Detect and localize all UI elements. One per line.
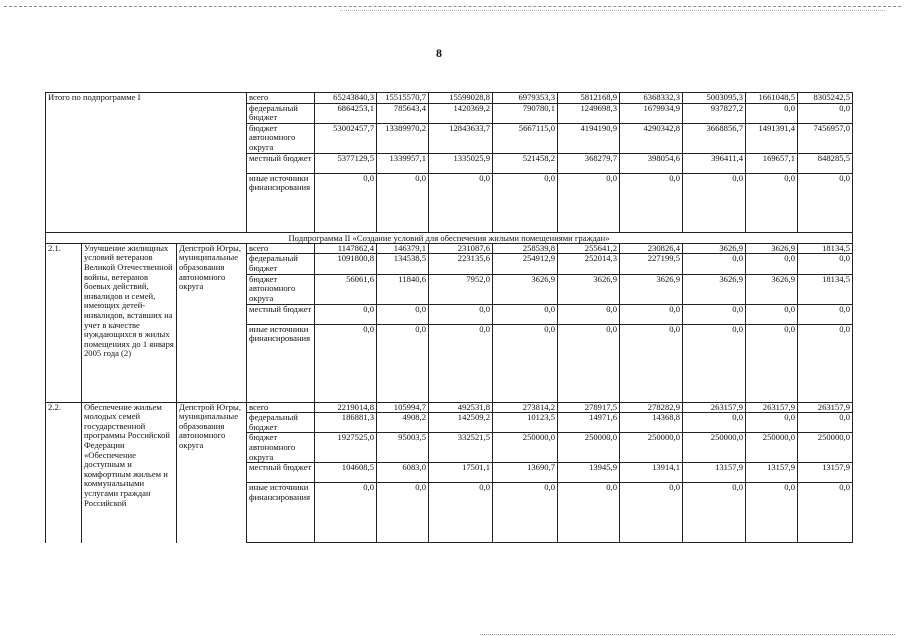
value-cell: 0,0 <box>746 304 798 324</box>
value-cell: 13157,9 <box>683 463 746 483</box>
value-cell: 56061,6 <box>315 274 377 304</box>
value-cell: 7952,0 <box>429 274 493 304</box>
value-cell: 4194190,9 <box>558 123 620 153</box>
value-cell: 95003,5 <box>377 433 429 463</box>
value-cell: 0,0 <box>558 304 620 324</box>
summary-label: Итого по подпрограмме I <box>46 93 247 233</box>
value-cell: 263157,9 <box>746 402 798 413</box>
source-cell: иные источники финансирования <box>247 173 315 232</box>
value-cell: 492531,8 <box>429 402 493 413</box>
value-cell: 252014,3 <box>558 254 620 274</box>
value-cell: 273814,2 <box>493 402 558 413</box>
value-cell: 13945,9 <box>558 463 620 483</box>
value-cell: 521458,2 <box>493 153 558 173</box>
source-cell: федеральный бюджет <box>247 103 315 123</box>
value-cell: 1335025,9 <box>429 153 493 173</box>
source-cell: местный бюджет <box>247 304 315 324</box>
value-cell: 396411,4 <box>683 153 746 173</box>
value-cell: 250000,0 <box>493 433 558 463</box>
value-cell: 227199,5 <box>620 254 683 274</box>
value-cell: 13157,9 <box>746 463 798 483</box>
value-cell: 12843633,7 <box>429 123 493 153</box>
value-cell: 3626,9 <box>620 274 683 304</box>
value-cell: 13914,1 <box>620 463 683 483</box>
value-cell: 255641,2 <box>558 243 620 254</box>
financing-table <box>45 92 853 543</box>
source-cell: иные источники финансирования <box>247 324 315 402</box>
value-cell: 278917,5 <box>558 402 620 413</box>
value-cell: 0,0 <box>746 254 798 274</box>
source-cell: всего <box>247 243 315 254</box>
value-cell: 2219014,8 <box>315 402 377 413</box>
value-cell: 6979353,3 <box>493 93 558 104</box>
value-cell: 0,0 <box>746 173 798 232</box>
value-cell: 1339957,1 <box>377 153 429 173</box>
value-cell: 0,0 <box>683 304 746 324</box>
value-cell: 0,0 <box>558 483 620 543</box>
source-cell: федеральный бюджет <box>247 254 315 274</box>
value-cell: 0,0 <box>493 304 558 324</box>
value-cell: 13157,9 <box>798 463 853 483</box>
table-row <box>46 243 853 254</box>
value-cell: 0,0 <box>798 103 853 123</box>
value-cell: 0,0 <box>429 304 493 324</box>
value-cell: 0,0 <box>620 324 683 402</box>
value-cell: 263157,9 <box>798 402 853 413</box>
value-cell: 254912,9 <box>493 254 558 274</box>
value-cell: 3668856,7 <box>683 123 746 153</box>
value-cell: 186881,3 <box>315 413 377 433</box>
value-cell: 3626,9 <box>683 274 746 304</box>
value-cell: 368279,7 <box>558 153 620 173</box>
value-cell: 0,0 <box>315 304 377 324</box>
value-cell: 0,0 <box>377 483 429 543</box>
value-cell: 231087,6 <box>429 243 493 254</box>
value-cell: 146379,1 <box>377 243 429 254</box>
value-cell: 263157,9 <box>683 402 746 413</box>
item-executor: Депстрой Югры, муниципальные образования автономного округа <box>177 243 247 402</box>
value-cell: 0,0 <box>493 324 558 402</box>
value-cell: 0,0 <box>683 173 746 232</box>
value-cell: 6368332,3 <box>620 93 683 104</box>
value-cell: 1249698,3 <box>558 103 620 123</box>
value-cell: 7456957,0 <box>798 123 853 153</box>
value-cell: 15515570,7 <box>377 93 429 104</box>
value-cell: 278282,9 <box>620 402 683 413</box>
value-cell: 134538,5 <box>377 254 429 274</box>
source-cell: бюджет автономного округа <box>247 274 315 304</box>
value-cell: 3626,9 <box>746 243 798 254</box>
value-cell: 14971,6 <box>558 413 620 433</box>
item-name: Улучшение жилищных условий ветеранов Великой Отечественной войны, ветеранов боевых действий, инвалидов и семей, имеющих детей-инвалидов, вставших на учет в качестве нуждающихся в жилых помещениях до 1 января 2005 года (2) <box>82 243 177 402</box>
value-cell: 250000,0 <box>558 433 620 463</box>
value-cell: 4908,2 <box>377 413 429 433</box>
value-cell: 0,0 <box>746 324 798 402</box>
value-cell: 0,0 <box>558 324 620 402</box>
value-cell: 10123,5 <box>493 413 558 433</box>
value-cell: 5377129,5 <box>315 153 377 173</box>
source-cell: всего <box>247 402 315 413</box>
source-cell: местный бюджет <box>247 463 315 483</box>
item-number: 2.2. <box>46 402 82 543</box>
value-cell: 0,0 <box>683 413 746 433</box>
scan-edge-bottom <box>480 634 895 635</box>
value-cell: 0,0 <box>429 483 493 543</box>
value-cell: 8305242,5 <box>798 93 853 104</box>
value-cell: 0,0 <box>558 173 620 232</box>
value-cell: 785643,4 <box>377 103 429 123</box>
table-row <box>46 402 853 413</box>
value-cell: 3626,9 <box>746 274 798 304</box>
value-cell: 250000,0 <box>746 433 798 463</box>
value-cell: 0,0 <box>620 173 683 232</box>
value-cell: 0,0 <box>429 173 493 232</box>
value-cell: 250000,0 <box>683 433 746 463</box>
value-cell: 0,0 <box>798 324 853 402</box>
value-cell: 0,0 <box>798 413 853 433</box>
subprogram-title: Подпрограмма II «Создание условий для обеспечения жилыми помещениями граждан» <box>46 232 853 243</box>
source-cell: местный бюджет <box>247 153 315 173</box>
value-cell: 258539,8 <box>493 243 558 254</box>
value-cell: 18134,5 <box>798 274 853 304</box>
value-cell: 0,0 <box>683 254 746 274</box>
value-cell: 1420369,2 <box>429 103 493 123</box>
value-cell: 15599028,8 <box>429 93 493 104</box>
value-cell: 937827,2 <box>683 103 746 123</box>
value-cell: 5003095,3 <box>683 93 746 104</box>
value-cell: 1091800,8 <box>315 254 377 274</box>
value-cell: 0,0 <box>493 483 558 543</box>
value-cell: 169657,1 <box>746 153 798 173</box>
value-cell: 790780,1 <box>493 103 558 123</box>
value-cell: 1661048,5 <box>746 93 798 104</box>
value-cell: 65243840,3 <box>315 93 377 104</box>
table-row <box>46 232 853 243</box>
value-cell: 14368,8 <box>620 413 683 433</box>
value-cell: 142509,2 <box>429 413 493 433</box>
value-cell: 0,0 <box>377 304 429 324</box>
value-cell: 0,0 <box>683 483 746 543</box>
value-cell: 3626,9 <box>493 274 558 304</box>
value-cell: 0,0 <box>620 483 683 543</box>
page-number: 8 <box>436 46 442 60</box>
value-cell: 0,0 <box>683 324 746 402</box>
value-cell: 5667115,0 <box>493 123 558 153</box>
table-row <box>46 93 853 104</box>
value-cell: 3626,9 <box>683 243 746 254</box>
value-cell: 0,0 <box>798 173 853 232</box>
value-cell: 13389970,2 <box>377 123 429 153</box>
item-number: 2.1. <box>46 243 82 402</box>
value-cell: 105994,7 <box>377 402 429 413</box>
source-cell: всего <box>247 93 315 104</box>
scan-edge-top <box>0 0 905 14</box>
value-cell: 250000,0 <box>798 433 853 463</box>
item-executor: Депстрой Югры, муниципальные образования автономного округа <box>177 402 247 543</box>
value-cell: 332521,5 <box>429 433 493 463</box>
value-cell: 1679934,9 <box>620 103 683 123</box>
value-cell: 1491391,4 <box>746 123 798 153</box>
value-cell: 11840,6 <box>377 274 429 304</box>
table-body <box>46 93 853 543</box>
item-name: Обеспечение жильем молодых семей государственной программы Российской Федерации «Обеспечение доступным и комфортным жильем и коммунальными услугами граждан Российской <box>82 402 177 543</box>
value-cell: 104608,5 <box>315 463 377 483</box>
value-cell: 0,0 <box>377 173 429 232</box>
source-cell: бюджет автономного округа <box>247 123 315 153</box>
source-cell: бюджет автономного округа <box>247 433 315 463</box>
value-cell: 1927525,0 <box>315 433 377 463</box>
value-cell: 6083,0 <box>377 463 429 483</box>
value-cell: 1147862,4 <box>315 243 377 254</box>
value-cell: 4290342,8 <box>620 123 683 153</box>
value-cell: 0,0 <box>798 304 853 324</box>
value-cell: 17501,1 <box>429 463 493 483</box>
value-cell: 223135,6 <box>429 254 493 274</box>
value-cell: 0,0 <box>620 304 683 324</box>
source-cell: иные источники финансирования <box>247 483 315 543</box>
value-cell: 0,0 <box>429 324 493 402</box>
value-cell: 3626,9 <box>558 274 620 304</box>
source-cell: федеральный бюджет <box>247 413 315 433</box>
value-cell: 18134,5 <box>798 243 853 254</box>
value-cell: 0,0 <box>746 483 798 543</box>
value-cell: 0,0 <box>746 103 798 123</box>
value-cell: 0,0 <box>377 324 429 402</box>
value-cell: 0,0 <box>746 413 798 433</box>
value-cell: 13690,7 <box>493 463 558 483</box>
value-cell: 0,0 <box>315 483 377 543</box>
value-cell: 0,0 <box>493 173 558 232</box>
value-cell: 53002457,7 <box>315 123 377 153</box>
value-cell: 250000,0 <box>620 433 683 463</box>
value-cell: 230826,4 <box>620 243 683 254</box>
value-cell: 6864253,1 <box>315 103 377 123</box>
value-cell: 5812168,9 <box>558 93 620 104</box>
value-cell: 398054,6 <box>620 153 683 173</box>
value-cell: 848285,5 <box>798 153 853 173</box>
value-cell: 0,0 <box>798 254 853 274</box>
value-cell: 0,0 <box>798 483 853 543</box>
value-cell: 0,0 <box>315 173 377 232</box>
value-cell: 0,0 <box>315 324 377 402</box>
